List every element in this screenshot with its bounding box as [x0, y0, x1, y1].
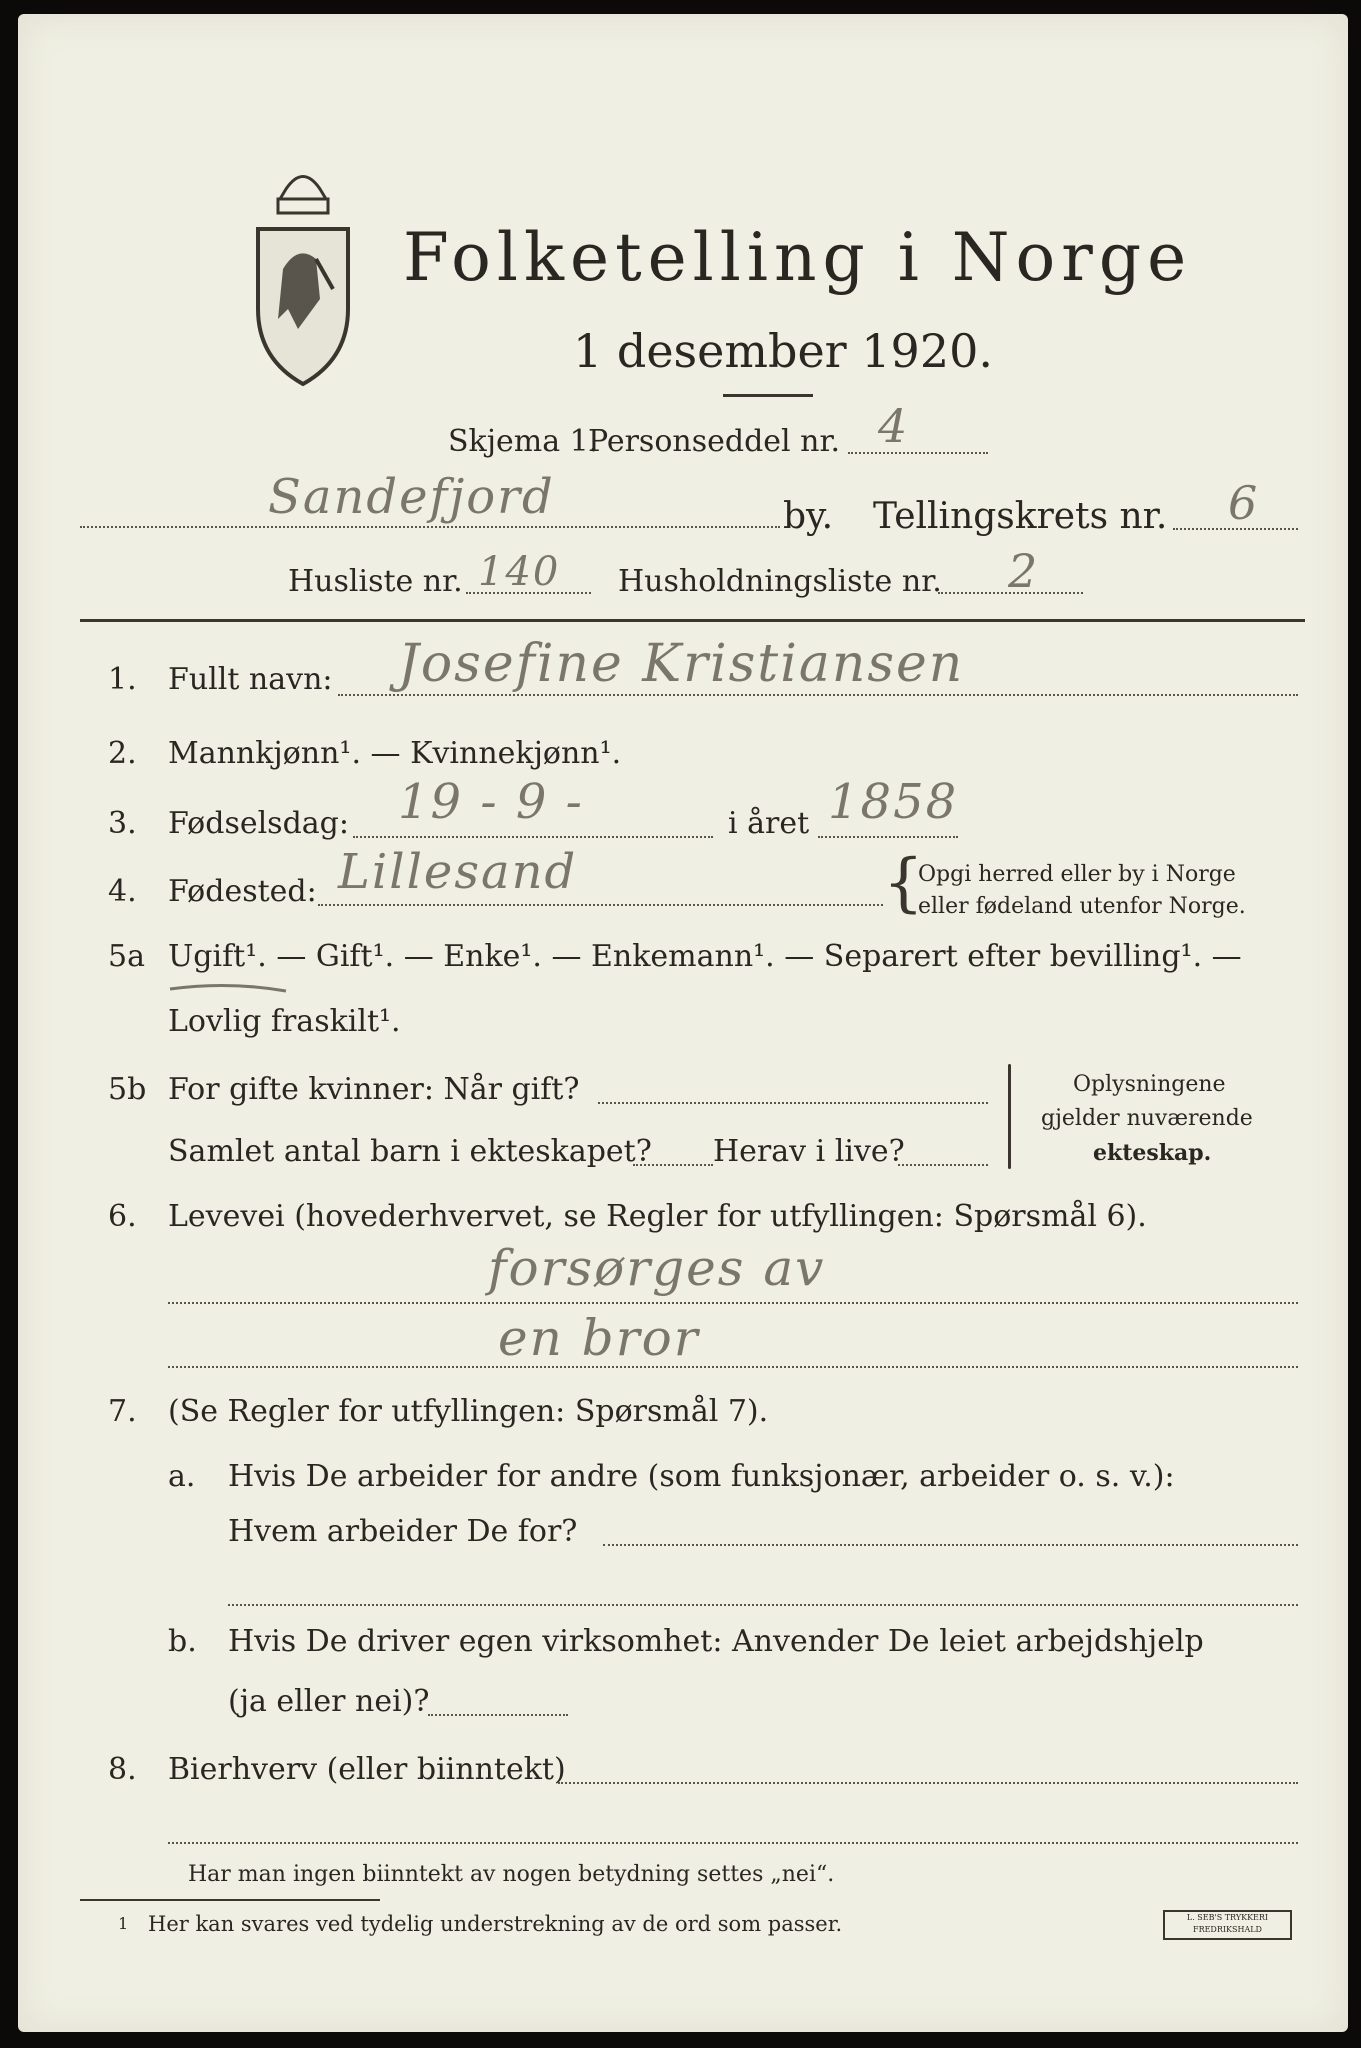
- q8-line-2: [168, 1842, 1298, 1844]
- q7a-employer-label: Hvem arbeider De for?: [228, 1514, 578, 1549]
- footnote-text: Her kan svares ved tydelig understrekning av de ord som passer.: [148, 1912, 843, 1936]
- q5b-children-label: Samlet antal barn i ekteskapet?: [168, 1134, 652, 1169]
- q5b-note-3: ekteskap.: [1093, 1140, 1212, 1166]
- q1-name-value[interactable]: Josefine Kristiansen: [398, 634, 965, 694]
- footnote-number: 1: [118, 1914, 129, 1933]
- norway-coat-of-arms-icon: [238, 159, 368, 389]
- q1-label: Fullt navn:: [168, 662, 333, 697]
- q8-label: Bierhverv (eller biinntekt): [168, 1752, 566, 1787]
- q5a-number: 5a: [108, 939, 145, 974]
- q7a-employer-line: [603, 1544, 1298, 1546]
- q6-number: 6.: [108, 1199, 137, 1234]
- form-date: 1 desember 1920.: [573, 324, 993, 378]
- q4-note-2: eller fødeland utenfor Norge.: [918, 894, 1246, 919]
- q3-label: Fødselsdag:: [168, 806, 349, 841]
- q7a-number: a.: [168, 1459, 196, 1494]
- husholdning-value[interactable]: 2: [1008, 544, 1040, 598]
- q7a-employer-line-2: [228, 1604, 1298, 1606]
- husholdning-label: Husholdningsliste nr.: [618, 564, 942, 599]
- q4-brace: {: [883, 846, 924, 920]
- q5b-children-line: [633, 1164, 713, 1166]
- q6-line-1: [168, 1302, 1298, 1304]
- q6-occupation-value-2[interactable]: en bror: [498, 1309, 700, 1367]
- q7-label: (Se Regler for utfyllingen: Spørsmål 7).: [168, 1394, 769, 1429]
- q8-number: 8.: [108, 1752, 137, 1787]
- q1-number: 1.: [108, 662, 137, 697]
- q4-label: Fødested:: [168, 874, 317, 909]
- q3-birthday-value[interactable]: 19 - 9 -: [398, 774, 584, 830]
- form-title: Folketelling i Norge: [403, 219, 1193, 296]
- q2-number: 2.: [108, 736, 137, 771]
- by-value[interactable]: Sandefjord: [268, 469, 555, 525]
- personseddel-label: Personseddel nr.: [588, 424, 841, 459]
- tellingskrets-label: Tellingskrets nr.: [873, 496, 1168, 537]
- census-form: [18, 14, 1348, 2032]
- personseddel-line: [848, 452, 988, 454]
- q1-line: [338, 694, 1298, 696]
- tellingskrets-value[interactable]: 6: [1228, 476, 1260, 530]
- q5b-number: 5b: [108, 1072, 147, 1107]
- q3-year-line: [818, 836, 958, 838]
- footer-note: Har man ingen biinntekt av nogen betydning settes „nei“.: [188, 1862, 835, 1887]
- q4-number: 4.: [108, 874, 137, 909]
- footnote-rule: [80, 1899, 380, 1901]
- q5b-when-married-label: For gifte kvinner: Når gift?: [168, 1072, 580, 1107]
- q4-note-1: Opgi herred eller by i Norge: [918, 862, 1236, 887]
- q5a-marital-options[interactable]: Ugift¹. — Gift¹. — Enke¹. — Enkemann¹. — Separert efter bevilling¹. —: [168, 939, 1242, 974]
- q7a-line-1: Hvis De arbeider for andre (som funksjonær, arbeider o. s. v.):: [228, 1459, 1175, 1494]
- q2-sex-options[interactable]: Mannkjønn¹. — Kvinnekjønn¹.: [168, 736, 622, 771]
- q4-birthplace-value[interactable]: Lillesand: [338, 844, 578, 900]
- header-rule: [80, 619, 1305, 622]
- q7b-label: (ja eller nei)?: [228, 1684, 430, 1719]
- q5b-note-2: gjelder nuværende: [1041, 1106, 1253, 1131]
- personseddel-value[interactable]: 4: [878, 399, 910, 453]
- q5b-alive-line: [898, 1164, 988, 1166]
- husliste-value[interactable]: 140: [478, 549, 561, 595]
- q5b-note-1: Oplysningene: [1073, 1072, 1226, 1097]
- q7b-line: [428, 1714, 568, 1716]
- husliste-label: Husliste nr.: [288, 564, 463, 599]
- q7-number: 7.: [108, 1394, 137, 1429]
- q8-line: [558, 1782, 1298, 1784]
- q4-line: [318, 904, 883, 906]
- q5b-brace: [1008, 1064, 1011, 1169]
- by-label: by.: [783, 496, 834, 537]
- q7b-line-1: Hvis De driver egen virksomhet: Anvender De leiet arbejdshjelp: [228, 1624, 1204, 1659]
- q5b-alive-label: Herav i live?: [713, 1134, 905, 1169]
- q3-year-label: i året: [728, 806, 810, 841]
- q6-line-2: [168, 1366, 1298, 1368]
- q6-label: Levevei (hovederhvervet, se Regler for utfyllingen: Spørsmål 6).: [168, 1199, 1147, 1234]
- q6-occupation-value-1[interactable]: forsørges av: [488, 1239, 826, 1297]
- q5a-line-2[interactable]: Lovlig fraskilt¹.: [168, 1004, 401, 1039]
- q7b-number: b.: [168, 1624, 197, 1659]
- q3-number: 3.: [108, 806, 137, 841]
- q5b-when-married-line: [598, 1102, 988, 1104]
- skjema-label: Skjema 1.: [448, 424, 599, 459]
- title-divider: [723, 394, 813, 397]
- q5a-ugift-underline: [168, 979, 288, 995]
- by-line: [80, 526, 780, 528]
- q3-year-value[interactable]: 1858: [828, 774, 959, 830]
- printer-stamp: L. SEB'S TRYKKERI FREDRIKSHALD: [1163, 1910, 1292, 1940]
- q3-line: [353, 836, 713, 838]
